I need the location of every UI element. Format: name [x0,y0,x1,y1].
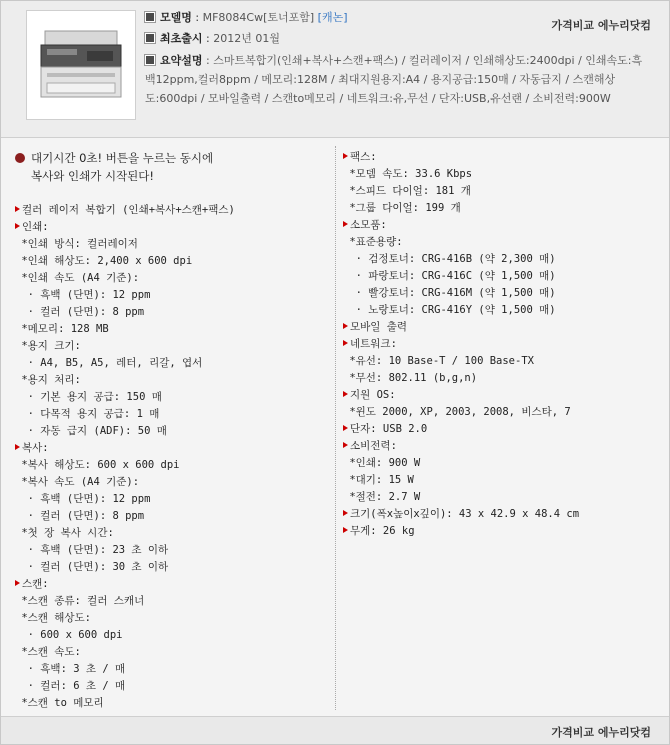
spec-text: *스캔 해상도: [15,612,92,624]
red-triangle-icon [15,580,20,586]
intro-text [15,149,330,185]
spec-line [15,406,330,423]
red-triangle-icon [15,223,20,229]
spec-column-right [343,149,663,540]
spec-line [15,474,330,491]
spec-text: · 파랑토너: CRG-416C (약 1,500 매) [343,270,556,282]
spec-text: · 흑백 (단면): 12 ppm [15,493,151,505]
spec-text: *스피드 다이얼: 181 개 [343,185,471,197]
site-name: 가격비교 에누리닷컴 [551,19,651,32]
spec-list-left [15,185,330,712]
spec-line [15,644,330,661]
spec-line [15,389,330,406]
spec-line [343,268,663,285]
spec-line [343,302,663,319]
spec-line [15,593,330,610]
spec-text: · 컬러 (단면): 8 ppm [15,510,145,522]
model-row: 모델명 : MF8084Cw[토너포함] [캐논] [145,9,348,27]
spec-text: *모뎀 속도: 33.6 Kbps [343,168,473,180]
spec-line [15,576,330,593]
spec-line [343,387,663,404]
circle-bullet-icon [15,153,25,163]
red-triangle-icon [343,425,348,431]
spec-text: · 흑백 (단면): 12 ppm [15,289,151,301]
spec-line [15,253,330,270]
spec-text: · A4, B5, A5, 레터, 리갈, 엽서 [15,357,203,369]
spec-text: *절전: 2.7 W [343,491,421,503]
spec-line [343,455,663,472]
spec-line [15,338,330,355]
spec-line [15,610,330,627]
column-divider [335,146,336,710]
spec-text: · 컬러 (단면): 8 ppm [15,306,145,318]
spec-line [343,353,663,370]
spec-list-right [343,149,663,540]
spec-text: *복사 속도 (A4 기준): [15,476,140,488]
spec-line [15,219,330,236]
spec-line [343,285,663,302]
spec-text: · 자동 급지 (ADF): 50 매 [15,425,167,437]
spec-line [15,321,330,338]
summary-value: 스마트복합기(인쇄+복사+스캔+팩스) / 컬러레이저 / 인쇄해상도:2400dpi / 인쇄속도:흑백12ppm,컬러8ppm / 메모리:128M / 최대지원용지:A4 / 용지공급:150매 / 자동급지 / 스캔해상도:600dpi / 모바일출력 / 스캔to메모리 / 네트워크:유,무선 / 단자:USB,유선랜 / 소비전력:900W [145,54,643,105]
spec-text: *스캔 to 메모리 [15,697,104,709]
spec-line [343,523,663,540]
spec-text: 소비전력: [350,440,397,452]
summary-row: 요약설명 : 스마트복합기(인쇄+복사+스캔+팩스) / 컬러레이저 / 인쇄해상도:2400dpi / 인쇄속도:흑백12ppm,컬러8ppm / 메모리:128M / 최대지원용지:A4 / 용지공급:150매 / 자동급지 / 스캔해상도:600dpi / 모바일출력 / 스캔to메모리 / 네트워크:유,무선 / 단자:USB,유선랜 / 소비전력:900W [145,54,643,105]
red-triangle-icon [343,442,348,448]
spec-text: *윈도 2000, XP, 2003, 2008, 비스타, 7 [343,406,571,418]
spec-column-left [15,149,330,712]
spec-text: · 기본 용지 공급: 150 매 [15,391,162,403]
spec-line [343,149,663,166]
spec-text: *그룹 다이얼: 199 개 [343,202,461,214]
red-triangle-icon [343,340,348,346]
red-triangle-icon [343,510,348,516]
spec-text: 인쇄: [22,221,49,233]
red-triangle-icon [15,206,20,212]
spec-text: 네트워크: [350,338,397,350]
spec-text: 컬러 레이저 복합기 (인쇄+복사+스캔+팩스) [22,204,235,216]
red-triangle-icon [343,153,348,159]
spec-text: *스캔 종류: 컬러 스캐너 [15,595,145,607]
spec-line [343,336,663,353]
spec-line [343,370,663,387]
spec-line [343,166,663,183]
red-triangle-icon [343,323,348,329]
spec-line [343,200,663,217]
spec-line [15,491,330,508]
spec-line [15,678,330,695]
spec-line [343,489,663,506]
spec-text: *인쇄: 900 W [343,457,421,469]
spec-line [15,236,330,253]
spec-text: · 흑백 (단면): 23 초 이하 [15,544,169,556]
spec-text: *인쇄 해상도: 2,400 x 600 dpi [15,255,193,267]
spec-text: 팩스: [350,151,377,163]
spec-line [15,355,330,372]
red-triangle-icon [343,391,348,397]
spec-text: · 다목적 용지 공급: 1 매 [15,408,160,420]
spec-text: *용지 크기: [15,340,81,352]
spec-text: 크기(폭x높이x깊이): 43 x 42.9 x 48.4 cm [350,508,580,520]
spec-line [343,251,663,268]
spec-line [15,542,330,559]
spec-text: · 컬러: 6 초 / 매 [15,680,126,692]
spec-text: · 600 x 600 dpi [15,629,123,641]
spec-line [343,234,663,251]
spec-line [343,217,663,234]
spec-text: *대기: 15 W [343,474,414,486]
spec-text: *유선: 10 Base-T / 100 Base-TX [343,355,534,367]
spec-text: *인쇄 속도 (A4 기준): [15,272,140,284]
spec-line [15,202,330,219]
square-bullet-icon [145,33,155,43]
footer-site-name: 가격비교 에누리닷컴 [551,726,651,739]
model-value: MF8084Cw[토너포함] [202,11,315,24]
model-label: 모델명 [160,11,192,24]
spec-text: 단자: USB 2.0 [350,423,428,435]
spec-line [15,304,330,321]
spec-text: *용지 처리: [15,374,81,386]
spec-text: · 흑백: 3 초 / 매 [15,663,126,675]
spec-text: *스캔 속도: [15,646,81,658]
spec-line [343,506,663,523]
spec-line [15,508,330,525]
summary-label: 요약설명 [160,54,203,67]
red-triangle-icon [343,527,348,533]
spec-text: *메모리: 128 MB [15,323,109,335]
release-label: 최초출시 [160,32,203,45]
spec-text: 지원 OS: [350,389,396,401]
spec-line [343,421,663,438]
release-row: 최초출시 : 2012년 01월 [145,30,280,48]
spec-text: *표준용량: [343,236,403,248]
intro-line: 복사와 인쇄가 시작된다! [31,169,155,183]
spec-line [15,525,330,542]
red-triangle-icon [343,221,348,227]
spec-line [15,270,330,287]
spec-line [15,440,330,457]
red-triangle-icon [15,444,20,450]
spec-line [15,457,330,474]
square-bullet-icon [145,55,155,65]
spec-content [1,138,669,716]
spec-line [15,372,330,389]
spec-line [15,185,330,202]
spec-text: 소모품: [350,219,387,231]
release-value: 2012년 01월 [213,32,280,45]
spec-text: *첫 장 복사 시간: [15,527,114,539]
spec-line [15,423,330,440]
spec-line [15,695,330,712]
spec-line [343,438,663,455]
spec-text: *무선: 802.11 (b,g,n) [343,372,478,384]
intro-line: 대기시간 0초! 버튼을 누르는 동시에 [15,149,330,167]
spec-line [343,472,663,489]
spec-line [15,661,330,678]
spec-text: · 컬러 (단면): 30 초 이하 [15,561,169,573]
spec-text: · 노랑토너: CRG-416Y (약 1,500 매) [343,304,556,316]
spec-line [15,287,330,304]
spec-text: · 검정토너: CRG-416B (약 2,300 매) [343,253,556,265]
spec-line [15,627,330,644]
product-header [1,1,669,138]
spec-text: 무게: 26 kg [350,525,415,537]
spec-line [343,404,663,421]
square-bullet-icon [145,12,155,22]
spec-text: *복사 해상도: 600 x 600 dpi [15,459,180,471]
spec-text: 복사: [22,442,49,454]
spec-line [343,319,663,336]
maker-link[interactable]: [캐논] [317,11,348,24]
spec-text: · 빨강토너: CRG-416M (약 1,500 매) [343,287,556,299]
spec-text: 모바일 출력 [350,321,408,333]
footer-bar [1,716,669,744]
spec-line [343,183,663,200]
product-image[interactable] [26,10,136,120]
spec-text: *인쇄 방식: 컬러레이저 [15,238,138,250]
spec-line [15,559,330,576]
spec-text: 스캔: [22,578,49,590]
printer-icon [27,11,135,119]
